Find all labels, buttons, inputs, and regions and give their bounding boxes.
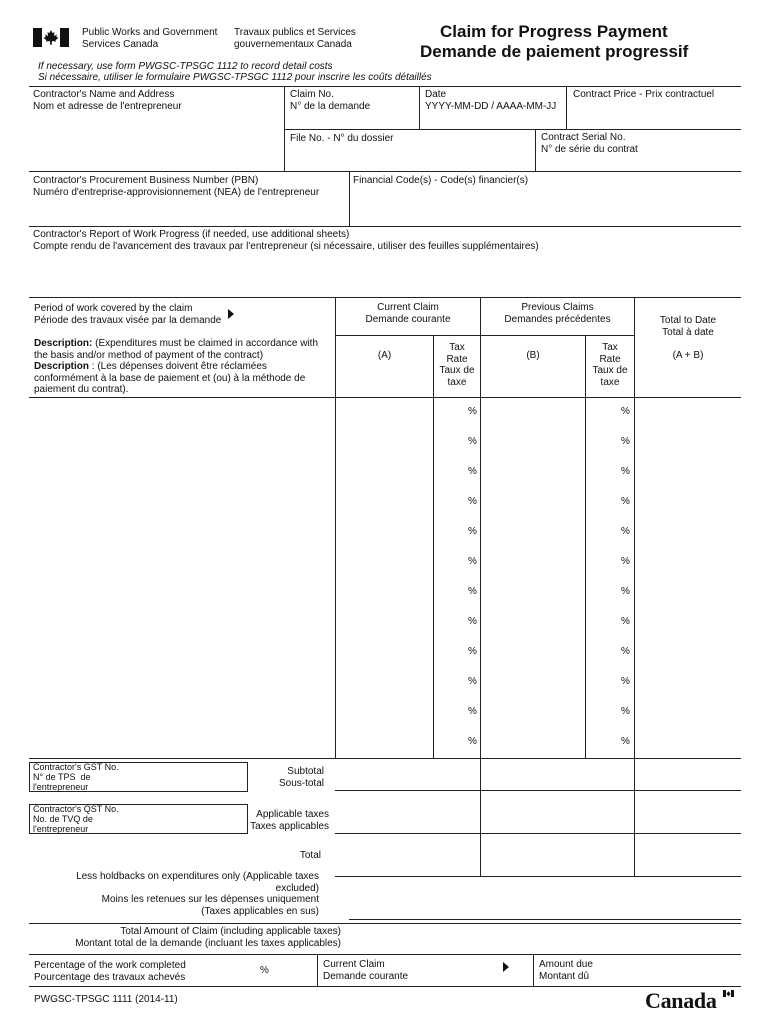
total-current-field[interactable] [336,835,479,875]
row-previous-claims-field[interactable] [481,698,584,726]
subtotal-previous-field[interactable] [481,760,633,789]
row-description-field[interactable] [30,608,335,636]
row-description-field[interactable] [30,458,335,486]
canada-wordmark-text: Canada [645,988,717,1013]
description-fr-bold: Description [34,361,90,372]
period-of-work-label: Period of work covered by the claim Période des travaux visée par la demande [34,303,222,326]
row-total-to-date-field[interactable] [635,698,740,726]
row-current-claim-field[interactable] [336,698,432,726]
canada-flag-icon [33,28,69,47]
row-current-claim-field[interactable] [336,638,432,666]
row-tax-rate-a-percent: % [468,586,477,597]
description-en-text: (Expenditures must be claimed in accordance with the basis and/or method of payment of the contract) [34,338,319,361]
row-tax-rate-a-percent: % [468,706,477,717]
claim-number-field[interactable]: Claim No. N° de la demande [290,89,371,112]
percent-completed-unit: % [260,965,269,976]
row-previous-claims-field[interactable] [481,638,584,666]
row-total-to-date-field[interactable] [635,728,740,756]
description-fr-text: : (Les dépenses doivent être réclamées conformément à la base de paiement et (ou) à la méthode de paiement du contrat). [34,361,306,395]
instruction-note-en: If necessary, use form PWGSC-TPSGC 1112 to record detail costs [38,61,333,72]
date-field[interactable]: Date YYYY-MM-DD / AAAA-MM-JJ [425,89,557,112]
row-previous-claims-field[interactable] [481,458,584,486]
row-total-to-date-field[interactable] [635,548,740,576]
subtotal-current-field[interactable] [336,760,479,789]
row-description-field[interactable] [30,428,335,456]
taxes-current-field[interactable] [336,792,479,832]
row-tax-rate-b-percent: % [621,616,630,627]
row-total-to-date-field[interactable] [635,428,740,456]
contractor-name-field[interactable]: Contractor's Name and Address Nom et adresse de l'entrepreneur [33,89,182,112]
row-previous-claims-field[interactable] [481,548,584,576]
department-name-en: Public Works and Government Services Canada [82,27,218,50]
row-tax-rate-b-percent: % [621,736,630,747]
subtotal-total-field[interactable] [635,760,740,789]
row-tax-rate-a-percent: % [468,526,477,537]
row-tax-rate-a-percent: % [468,496,477,507]
row-current-claim-field[interactable] [336,518,432,546]
row-description-field[interactable] [30,668,335,696]
row-tax-rate-b-percent: % [621,646,630,657]
percent-completed-field[interactable] [220,956,258,982]
row-total-to-date-field[interactable] [635,638,740,666]
row-description-field[interactable] [30,398,335,426]
row-total-to-date-field[interactable] [635,578,740,606]
row-current-claim-field[interactable] [336,578,432,606]
row-previous-claims-field[interactable] [481,728,584,756]
row-description-field[interactable] [30,638,335,666]
row-tax-rate-b-percent: % [621,466,630,477]
column-a-label: (A) [377,350,392,361]
row-current-claim-field[interactable] [336,488,432,516]
row-total-to-date-field[interactable] [635,518,740,546]
instruction-note-fr: Si nécessaire, utiliser le formulaire PWGSC-TPSGC 1112 pour inscrire les coûts détaillés [38,72,432,83]
amount-due-label: Amount due Montant dû [539,959,593,982]
total-previous-field[interactable] [481,835,633,875]
row-tax-rate-b-percent: % [621,706,630,717]
arrow-right-icon [503,962,509,972]
row-current-claim-field[interactable] [336,668,432,696]
tax-rate-b-label: Tax Rate Taux de taxe [592,342,628,388]
percent-completed-label: Percentage of the work completed Pourcentage des travaux achevés [34,960,186,983]
row-previous-claims-field[interactable] [481,398,584,426]
description-en-bold: Description: [34,338,93,349]
row-tax-rate-a-percent: % [468,736,477,747]
row-total-to-date-field[interactable] [635,608,740,636]
canada-wordmark [645,988,717,1013]
row-current-claim-field[interactable] [336,728,432,756]
contract-serial-field[interactable]: Contract Serial No. N° de série du contrat [541,132,638,155]
row-previous-claims-field[interactable] [481,608,584,636]
file-number-field[interactable]: File No. - N° du dossier [290,133,394,144]
work-progress-report-field[interactable]: Contractor's Report of Work Progress (if needed, use additional sheets) Compte rendu de l'avancement des travaux par l'entrepreneur (si nécessaire, utiliser des feuilles supplémentaires) [33,229,539,252]
row-tax-rate-a-percent: % [468,646,477,657]
row-tax-rate-b-percent: % [621,586,630,597]
total-claim-field[interactable] [350,925,740,953]
row-previous-claims-field[interactable] [481,428,584,456]
row-previous-claims-field[interactable] [481,488,584,516]
qst-number-label: Contractor's QST No. No. de TVQ de l'entrepreneur [33,804,119,834]
row-tax-rate-b-percent: % [621,526,630,537]
contract-price-field[interactable]: Contract Price - Prix contractuel [573,89,715,100]
holdbacks-field[interactable] [350,878,740,918]
row-tax-rate-b-percent: % [621,676,630,687]
form-title-en: Claim for Progress Payment [440,22,668,41]
department-name-fr: Travaux publics et Services gouvernementaux Canada [234,27,356,50]
row-total-to-date-field[interactable] [635,398,740,426]
tax-rate-a-label: Tax Rate Taux de taxe [439,342,475,388]
row-current-claim-field[interactable] [336,398,432,426]
row-tax-rate-a-percent: % [468,556,477,567]
financial-code-field[interactable]: Financial Code(s) - Code(s) financier(s) [353,175,529,186]
row-total-to-date-field[interactable] [635,458,740,486]
row-previous-claims-field[interactable] [481,518,584,546]
row-current-claim-field[interactable] [336,548,432,576]
row-tax-rate-b-percent: % [621,436,630,447]
total-total-field[interactable] [635,835,740,875]
form-title-fr: Demande de paiement progressif [420,42,689,61]
row-description-field[interactable] [30,578,335,606]
applicable-taxes-label: Applicable taxes Taxes applicables [250,809,329,832]
row-tax-rate-a-percent: % [468,406,477,417]
holdbacks-label: Less holdbacks on expenditures only (Applicable taxes excluded) Moins les retenues sur les dépenses uniquement (Taxes applicables en sus) [76,871,319,917]
column-a-plus-b-label: (A + B) [672,350,704,361]
row-description-field[interactable] [30,728,335,756]
row-tax-rate-a-percent: % [468,466,477,477]
current-claim-header: Current Claim Demande courante [365,302,451,325]
total-label: Total [299,850,321,861]
gst-number-label: Contractor's GST No. N° de TPS de l'entrepreneur [33,762,119,792]
previous-claims-header: Previous Claims Demandes précédentes [504,302,611,325]
row-description-field[interactable] [30,518,335,546]
row-tax-rate-b-percent: % [621,406,630,417]
pbn-field[interactable]: Contractor's Procurement Business Number (PBN) Numéro d'entreprise-approvisionnement (NEA) de l'entrepreneur [33,175,320,198]
row-current-claim-field[interactable] [336,458,432,486]
row-description-field[interactable] [30,488,335,516]
canada-wordmark-flag-icon [723,989,734,996]
current-claim-footer-label: Current Claim Demande courante [323,959,409,982]
row-total-to-date-field[interactable] [635,488,740,516]
taxes-previous-field[interactable] [481,792,633,832]
taxes-total-field[interactable] [635,792,740,832]
row-tax-rate-b-percent: % [621,556,630,567]
column-b-label: (B) [526,350,540,361]
row-tax-rate-a-percent: % [468,616,477,627]
row-previous-claims-field[interactable] [481,668,584,696]
row-current-claim-field[interactable] [336,608,432,636]
row-total-to-date-field[interactable] [635,668,740,696]
row-tax-rate-a-percent: % [468,676,477,687]
row-tax-rate-b-percent: % [621,496,630,507]
row-description-field[interactable] [30,698,335,726]
total-claim-label: Total Amount of Claim (including applicable taxes) Montant total de la demande (incluant les taxes applicables) [75,926,341,949]
row-tax-rate-a-percent: % [468,436,477,447]
description-label [34,338,329,396]
form-number: PWGSC-TPSGC 1111 (2014-11) [34,994,178,1005]
arrow-right-icon [228,309,234,319]
total-to-date-header: Total to Date Total à date [659,315,717,338]
row-previous-claims-field[interactable] [481,578,584,606]
subtotal-label: Subtotal Sous-total [278,766,324,789]
row-current-claim-field[interactable] [336,428,432,456]
row-description-field[interactable] [30,548,335,576]
